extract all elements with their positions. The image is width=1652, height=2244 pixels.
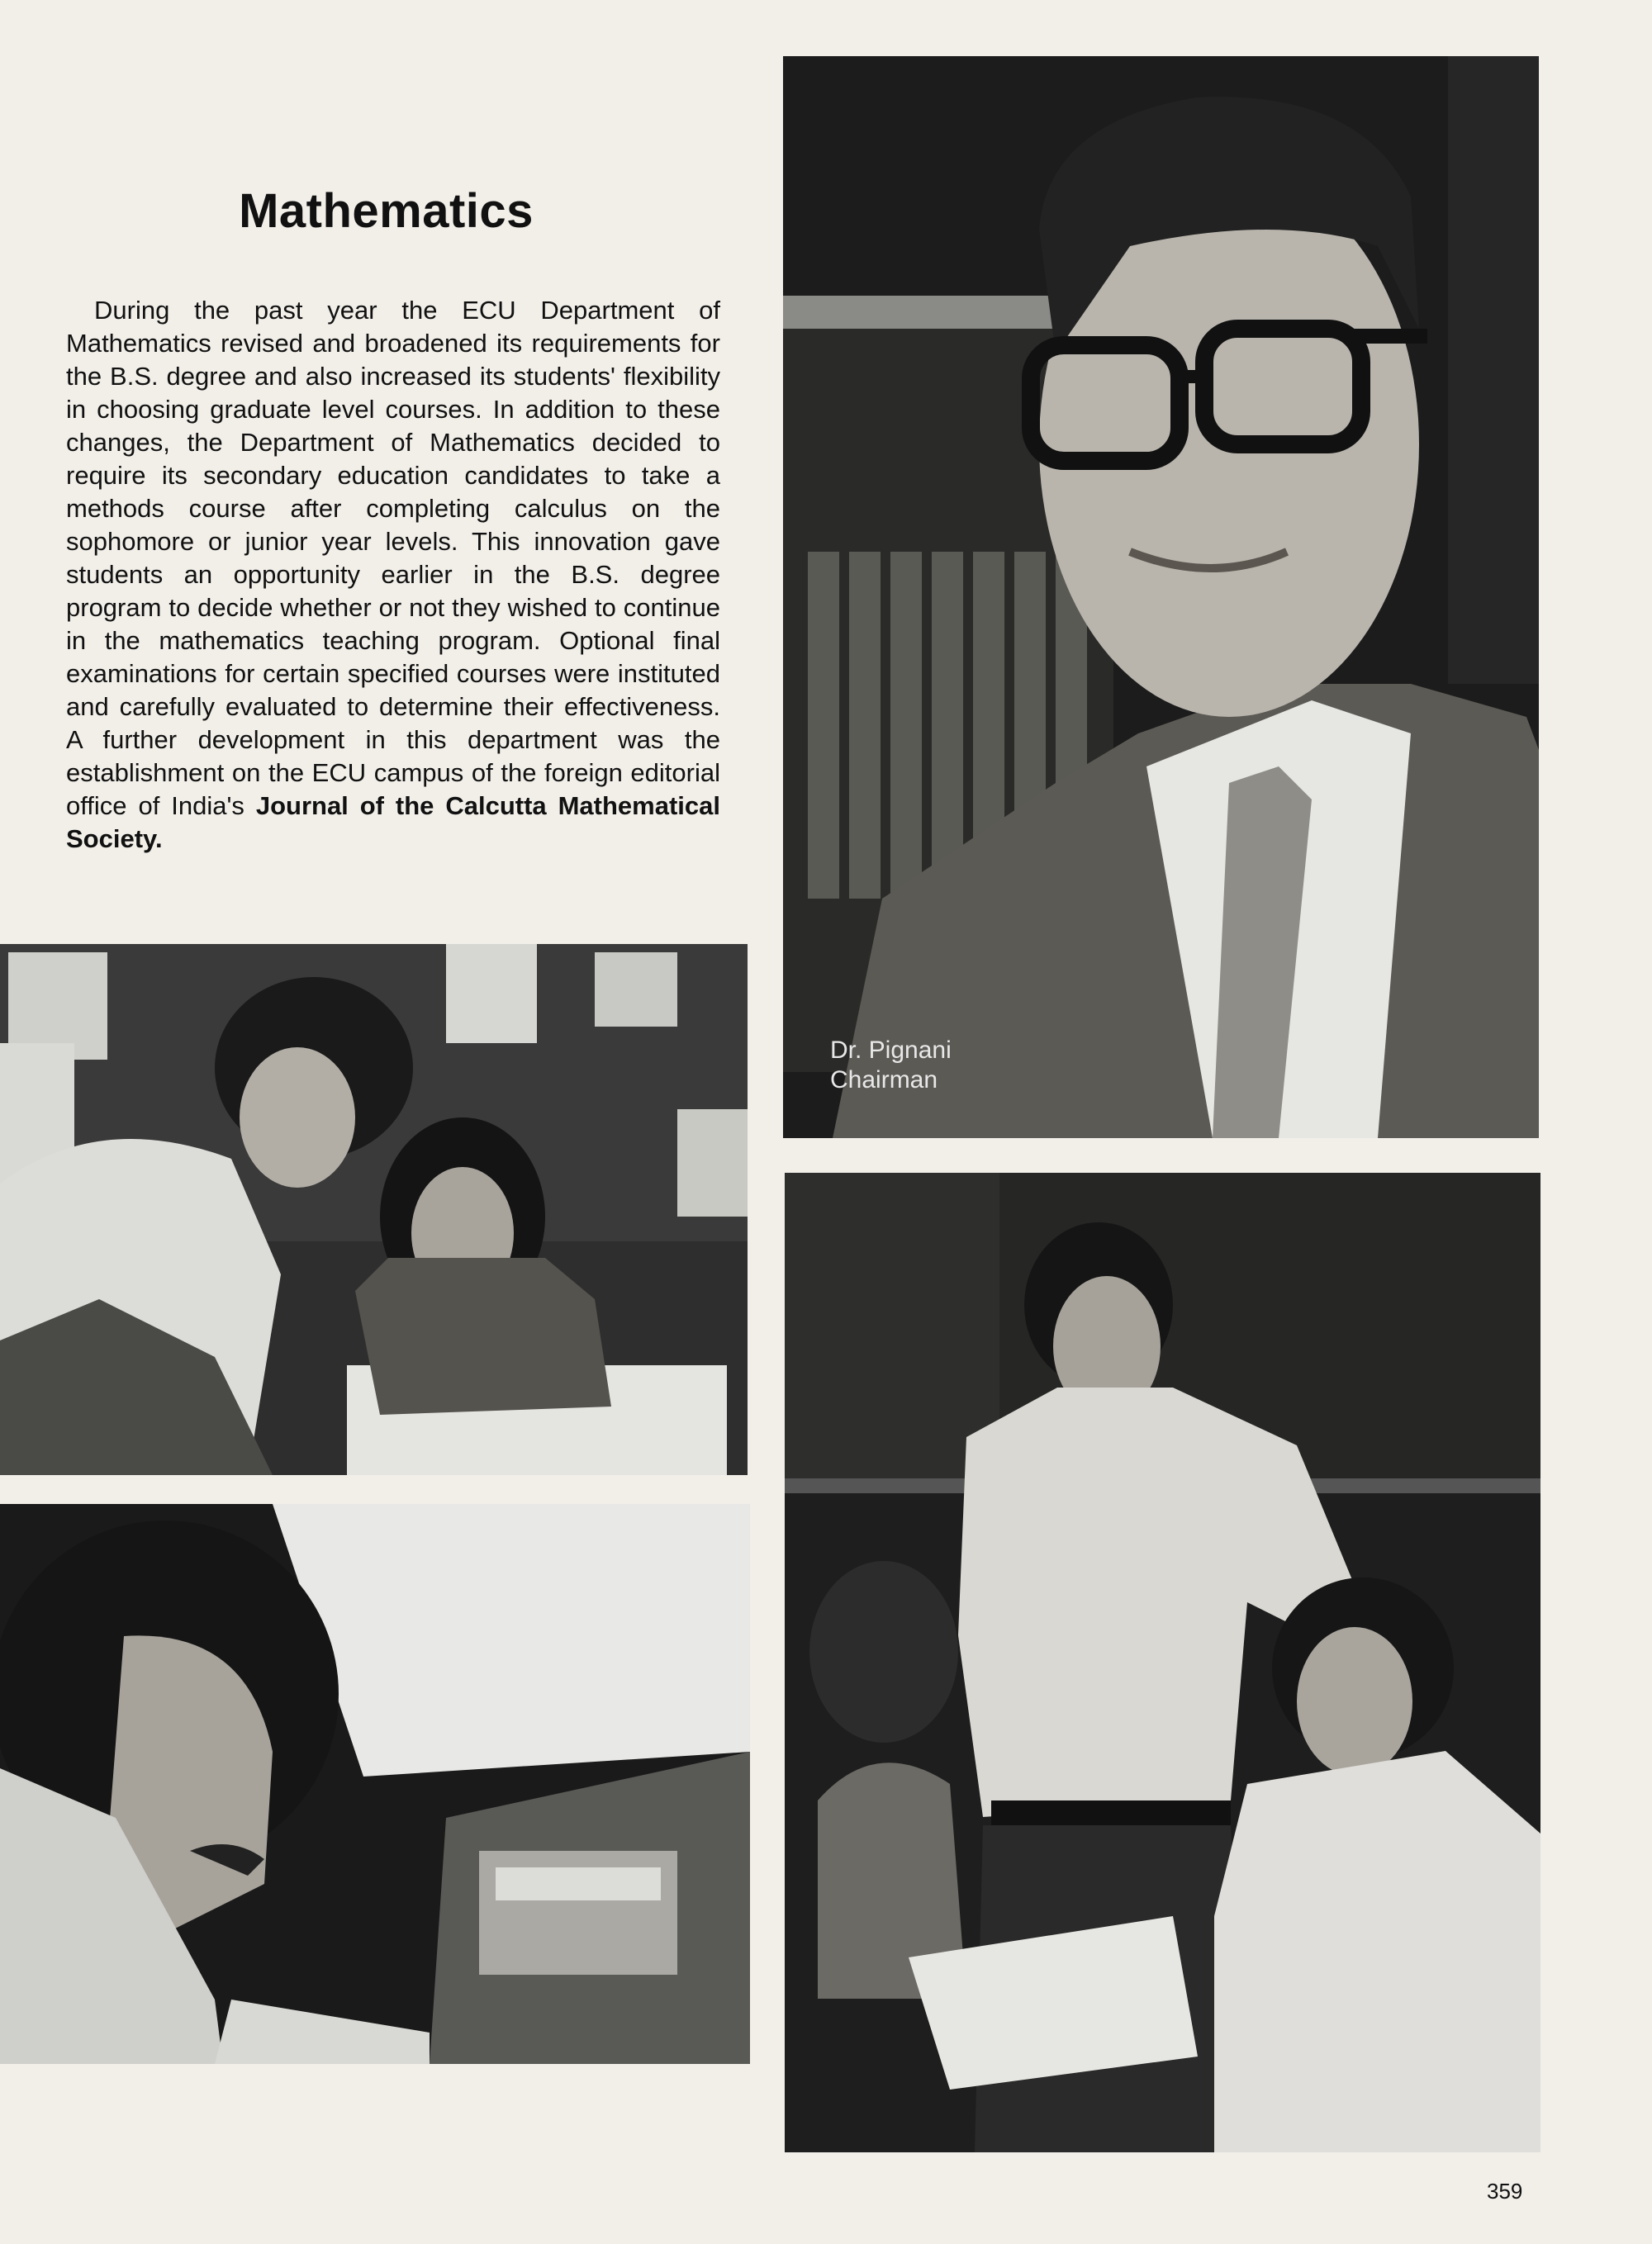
chairman-portrait-photo [783, 56, 1539, 1138]
chairman-title: Chairman [830, 1066, 938, 1094]
chairman-portrait-illustration [783, 56, 1539, 1138]
classroom-instructor-photo [785, 1173, 1540, 2152]
page-number: 359 [1487, 2179, 1523, 2204]
classroom-instructor-illustration [785, 1173, 1540, 2152]
students-at-desk-illustration [0, 944, 748, 1475]
page-title: Mathematics [239, 184, 534, 238]
student-with-machine-illustration [0, 1504, 750, 2064]
students-at-desk-photo [0, 944, 748, 1475]
paragraph-text: During the past year the ECU Department of Mathematics revised and broadened its requirements for the B.S. degree and also increased its students' flexibility in choosing graduate level courses. In addition to these changes, the Department of Mathematics decided to require its secondary education candidates to take a methods course after completing calculus on the sophomore or junior year levels. This innovation gave students an opportunity earlier in the B.S. degree program to decide whether or not they wished to continue in the mathematics teaching program. Optional final examinations for certain specified courses were instituted and carefully evaluated to determine their effectiveness. A further development in this department was the establishment on the ECU campus of the foreign editorial office of India's [66, 296, 720, 820]
body-paragraph [66, 294, 720, 856]
student-with-machine-photo [0, 1504, 750, 2064]
chairman-name: Dr. Pignani [830, 1037, 952, 1064]
journal-name: Journal of the Calcutta Mathematical Society. [66, 791, 720, 853]
chairman-caption [830, 1036, 952, 1095]
